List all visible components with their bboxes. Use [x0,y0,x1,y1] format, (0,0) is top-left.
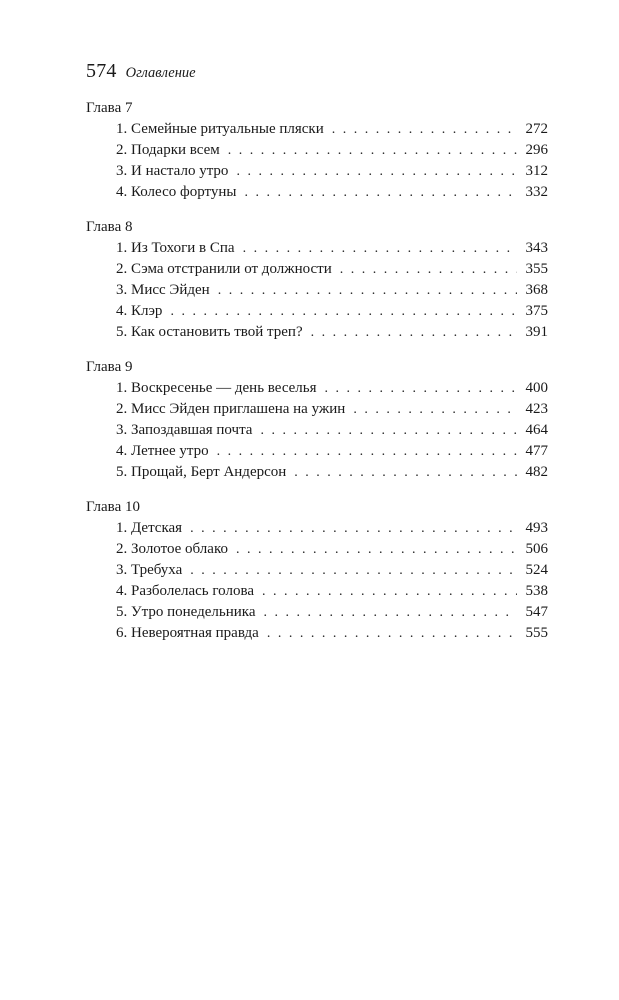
toc-entry [86,182,548,203]
dot-leader [228,140,517,161]
chapter-7 [86,98,548,203]
dot-leader [353,399,517,420]
toc-entry [86,462,548,483]
toc-entry [86,119,548,140]
entry-title: 4. Разболелась голова [116,583,255,599]
dot-leader [236,161,517,182]
running-head [86,60,196,86]
entry-title: 4. Клэр [116,303,163,319]
dot-leader [190,518,517,539]
dot-leader [170,301,517,322]
toc-entry [86,560,548,581]
dot-leader [340,259,517,280]
chapter-entries [86,518,548,644]
dot-leader [264,602,517,623]
toc-entry [86,581,548,602]
chapter-heading: Глава 9 [86,359,133,375]
dot-leader [267,623,517,644]
dot-leader [260,420,517,441]
dot-leader [190,560,517,581]
entry-title: 3. Требуха [116,562,183,578]
entry-title: 3. И настало утро [116,163,229,179]
entry-page-number: 493 [525,520,548,536]
dot-leader [294,462,517,483]
entry-title: 5. Прощай, Берт Андерсон [116,464,287,480]
toc-entry [86,399,548,420]
entry-title: 2. Подарки всем [116,142,220,158]
entry-page-number: 272 [525,121,548,137]
entry-page-number: 506 [525,541,548,557]
toc-entry [86,161,548,182]
entry-page-number: 332 [525,184,548,200]
entry-title: 1. Детская [116,520,183,536]
chapter-heading: Глава 7 [86,100,133,116]
dot-leader [236,539,517,560]
entry-page-number: 524 [525,562,548,578]
chapter-entries [86,119,548,203]
entry-page-number: 368 [525,282,548,298]
entry-title: 5. Как остановить твой треп? [116,324,303,340]
entry-page-number: 423 [525,401,548,417]
entry-page-number: 355 [525,261,548,277]
entry-page-number: 538 [525,583,548,599]
entry-page-number: 391 [525,324,548,340]
entry-page-number: 343 [525,240,548,256]
table-of-contents [86,98,548,658]
toc-entry [86,420,548,441]
toc-entry [86,623,548,644]
entry-title: 3. Мисс Эйден [116,282,210,298]
entry-title: 2. Золотое облако [116,541,228,557]
dot-leader [325,378,517,399]
entry-title: 1. Из Тохоги в Спа [116,240,235,256]
toc-entry [86,238,548,259]
chapter-entries [86,238,548,343]
entry-page-number: 555 [525,625,548,641]
dot-leader [262,581,517,602]
dot-leader [332,119,517,140]
toc-entry [86,301,548,322]
toc-entry [86,322,548,343]
entry-page-number: 400 [525,380,548,396]
entry-title: 1. Семейные ритуальные пляски [116,121,324,137]
entry-page-number: 464 [525,422,548,438]
toc-entry [86,441,548,462]
running-title: Оглавление [125,65,196,81]
entry-title: 4. Колесо фортуны [116,184,237,200]
entry-title: 2. Мисс Эйден приглашена на ужин [116,401,346,417]
entry-title: 3. Запоздавшая почта [116,422,253,438]
toc-entry [86,378,548,399]
dot-leader [244,182,517,203]
dot-leader [218,280,517,301]
entry-title: 5. Утро понедельника [116,604,256,620]
entry-page-number: 547 [525,604,548,620]
toc-entry [86,140,548,161]
entry-page-number: 477 [525,443,548,459]
entry-title: 1. Воскресенье — день веселья [116,380,317,396]
chapter-entries [86,378,548,483]
entry-page-number: 482 [525,464,548,480]
entry-page-number: 312 [525,163,548,179]
entry-title: 6. Невероятная правда [116,625,259,641]
entry-title: 2. Сэма отстранили от должности [116,261,332,277]
toc-entry [86,259,548,280]
entry-page-number: 375 [525,303,548,319]
dot-leader [217,441,517,462]
entry-title: 4. Летнее утро [116,443,209,459]
toc-entry [86,602,548,623]
page-number: 574 [86,60,117,82]
dot-leader [311,322,517,343]
toc-entry [86,518,548,539]
entry-page-number: 296 [525,142,548,158]
chapter-9 [86,357,548,483]
chapter-heading: Глава 8 [86,219,133,235]
chapter-heading: Глава 10 [86,499,140,515]
dot-leader [243,238,517,259]
toc-entry [86,539,548,560]
chapter-10 [86,497,548,644]
chapter-8 [86,217,548,343]
toc-entry [86,280,548,301]
